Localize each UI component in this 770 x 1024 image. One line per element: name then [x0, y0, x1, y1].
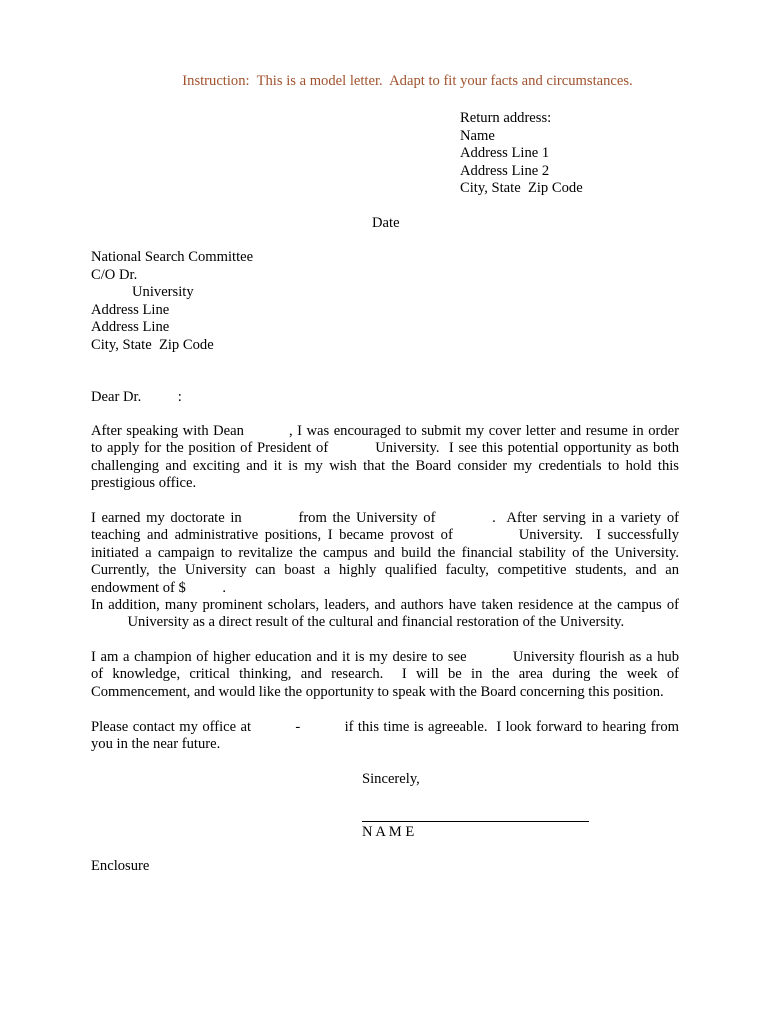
- recipient-co: C/O Dr.: [91, 267, 138, 283]
- paragraph-2: [91, 510, 679, 632]
- recipient-city: City, State Zip Code: [91, 337, 214, 353]
- return-address-line1: Address Line 1: [460, 145, 550, 161]
- paragraph-1: [91, 423, 679, 493]
- paragraph-4: [91, 719, 679, 754]
- paragraph-line: Currently, the University can boast a highly qualified faculty, competitive students, and an: [91, 562, 679, 579]
- paragraph-line: University as a direct result of the cultural and financial restoration of the University.: [91, 614, 625, 631]
- paragraph-line: After speaking with Dean , I was encouraged to submit my cover letter and resume in order: [91, 423, 679, 439]
- paragraph-line: you in the near future.: [91, 736, 221, 753]
- signature-name: N A M E: [362, 824, 415, 840]
- paragraph-line: I earned my doctorate in from the University of . After serving in a variety of: [91, 510, 679, 526]
- signature-line: [362, 821, 589, 822]
- return-address-name: Name: [460, 128, 495, 144]
- recipient-committee: National Search Committee: [91, 249, 254, 265]
- paragraph-line: I am a champion of higher education and it is my desire to see University flourish as a hub: [91, 649, 679, 665]
- paragraph-line: teaching and administrative positions, I became provost of University. I successfully: [91, 527, 679, 544]
- letter-date: Date: [372, 215, 400, 231]
- paragraph-line: endowment of $ .: [91, 579, 226, 596]
- paragraph-line: to apply for the position of President of University. I see this potential opportunity as both: [91, 440, 679, 457]
- paragraph-line: initiated a campaign to revitalize the campus and build the financial stability of the University.: [91, 544, 679, 561]
- return-address-line2: Address Line 2: [460, 163, 550, 179]
- paragraph-line: challenging and exciting and it is my wish that the Board consider my credentials to hold this: [91, 457, 679, 474]
- paragraph-line: Commencement, and would like the opportunity to speak with the Board concerning this position.: [91, 683, 664, 700]
- paragraph-line: prestigious office.: [91, 475, 197, 492]
- return-address-city: City, State Zip Code: [460, 180, 583, 196]
- closing: Sincerely,: [362, 771, 420, 787]
- recipient-address-line1: Address Line: [91, 302, 170, 318]
- enclosure: Enclosure: [91, 858, 150, 874]
- paragraph-line: In addition, many prominent scholars, leaders, and authors have taken residence at the campus of: [91, 597, 679, 614]
- paragraph-line: Please contact my office at - if this time is agreeable. I look forward to hearing from: [91, 719, 679, 735]
- return-address-heading: Return address:: [460, 110, 552, 126]
- paragraph-3: [91, 649, 679, 701]
- paragraph-line: of knowledge, critical thinking, and research. I will be in the area during the week of: [91, 666, 679, 683]
- recipient-address-line2: Address Line: [91, 319, 170, 335]
- instruction-note: Instruction: This is a model letter. Adapt to fit your facts and circumstances.: [182, 73, 633, 89]
- salutation: Dear Dr. :: [91, 389, 182, 405]
- recipient-university: University: [132, 284, 194, 300]
